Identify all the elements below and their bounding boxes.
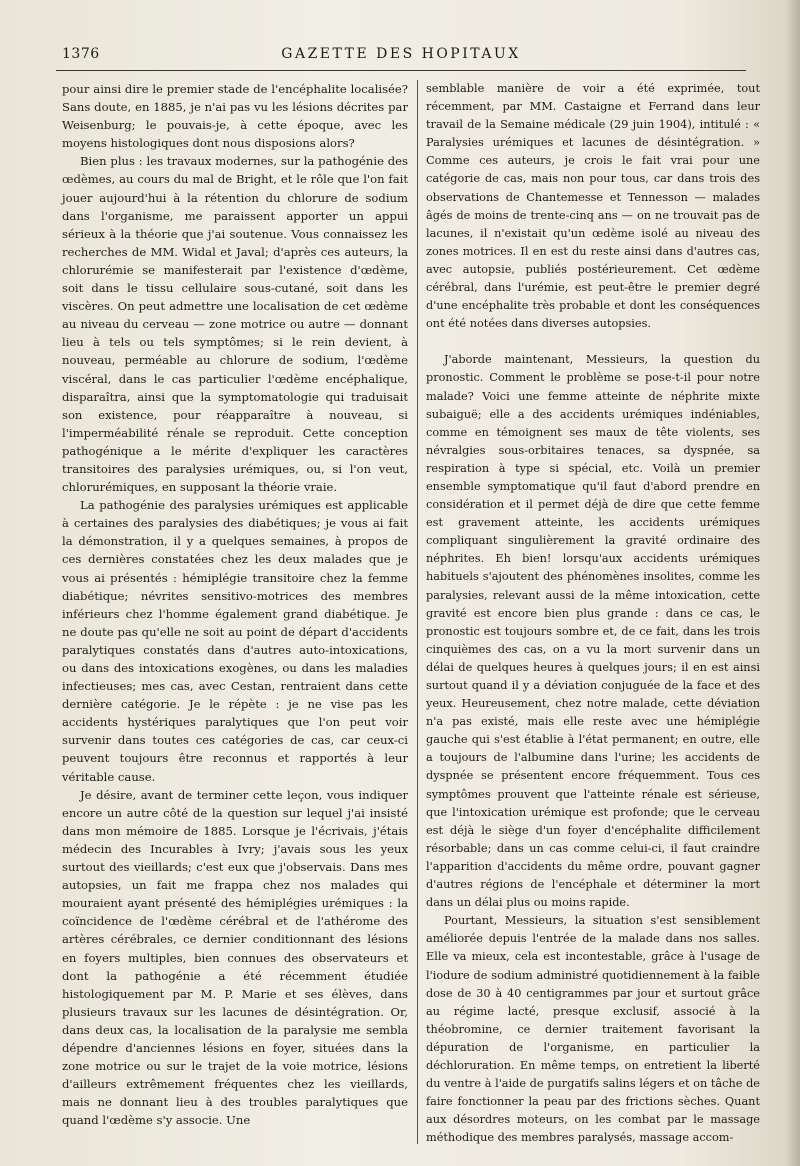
left-column (62, 80, 408, 1150)
paragraph: Je désire, avant de terminer cette leçon, vous indiquer encore un autre côté de la question sur lequel j'ai insisté dans mon mémoire de 1885. Lorsque je l'écrivais, j'étais médecin des Incurables à Ivry; j'avais sous les yeux surtout des vieillards; c'est eux que j'observais. Dans mes autopsies, un fait me frappa chez nos malades qui mouraient ayant présenté des hémiplégies urémiques : la coïncidence de l'œdème cérébral et de l'athérome des artères cérébrales, ce dernier conditionnant des lésions en foyers multiples, bien connues des observateurs et dont la pathogénie a été récemment étudiée histologiquement par M. P. Marie et ses élèves, dans plusieurs travaux sur les lacunes de désintégration. Or, dans deux cas, la localisation de la paralysie me sembla dépendre d'anciennes lésions en foyer, situées dans la zone motrice ou sur le trajet de la voie motrice, lésions d'ailleurs extrêmement fréquentes chez les vieillards, mais ne donnant lieu à des troubles paralytiques que quand l'œdème s'y associe. Une (62, 787, 408, 1128)
column-divider (417, 80, 418, 1144)
paragraph: pour ainsi dire le premier stade de l'encéphalite localisée? Sans doute, en 1885, je n'ai pas vu les lésions décrites par Weisenburg; le pouvais-je, à cette époque, avec les moyens histologiques dont nous disposions alors? (62, 82, 408, 151)
right-column (426, 80, 760, 1150)
header-rule (56, 70, 746, 71)
page-edge-shadow (786, 0, 800, 1166)
journal-title: GAZETTE DES HOPITAUX (281, 46, 521, 62)
paragraph: Bien plus : les travaux modernes, sur la pathogénie des œdèmes, au cours du mal de Bright, et le rôle que l'on fait jouer aujourd'hui à la rétention du chlorure de sodium dans l'organisme, me paraissent apporter un appui sérieux à la théorie que j'ai soutenue. Vous connaissez les recherches de MM. Widal et Javal; d'après ces auteurs, la chlorurémie se manifesterait par l'existence d'œdème, soit dans le tissu cellulaire sous-cutané, soit dans les viscères. On peut admettre une localisation de cet œdème au niveau du cerveau — zone motrice ou autre — donnant lieu à tels ou tels symptômes; si le rein devient, à nouveau, perméable au chlorure de sodium, l'œdème viscéral, dans le cas particulier l'œdème encéphalique, disparaîtra, ainsi que la symptomatologie qui traduisait son existence, pour réapparaître à nouveau, si l'imperméabilité rénale se reproduit. Cette conception pathogénique a le mérite d'expliquer les caractères transitoires des paralysies urémiques, ou, si l'on veut, chlorurémiques, en supposant la théorie vraie. (62, 154, 408, 495)
paragraph: semblable manière de voir a été exprimée, tout récemment, par MM. Castaigne et Ferrand dans leur travail de la Semaine médicale (29 juin 1904), intitulé : « Paralysies urémiques et lacunes de désintégration. » Comme ces auteurs, je crois le fait vrai pour une catégorie de cas, mais non pour tous, car dans trois des observations de Chantemesse et Tennesson — malades âgés de moins de trente-cinq ans — on ne trouvait pas de lacunes, il n'existait qu'un œdème isolé au niveau des zones motrices. Il en est du reste ainsi dans d'autres cas, avec autopsie, publiés postérieurement. Cet œdème cérébral, dans l'urémie, est peut-être le premier degré d'une encéphalite très probable et dont les conséquences ont été notées dans diverses autopsies. (426, 82, 760, 331)
paragraph: Pourtant, Messieurs, la situation s'est sensiblement améliorée depuis l'entrée de la malade dans nos salles. Elle va mieux, cela est incontestable, grâce à l'usage de l'iodure de sodium administré quotidiennement à la faible dose de 30 à 40 centigrammes par jour et surtout grâce au régime lacté, presque exclusif, associé à la théobromine, ce dernier traitement favorisant la dépuration de l'organisme, en particulier la déchloruration. En même temps, on entretient la liberté du ventre à l'aide de purgatifs salins légers et on tâche de faire fonctionner la peau par des frictions sèches. Quant aux désordres moteurs, on les combat par le massage méthodique des membres paralysés, massage accom- (426, 914, 760, 1145)
page-header (56, 44, 746, 66)
paragraph: La pathogénie des paralysies urémiques est applicable à certaines des paralysies des diabétiques; je vous ai fait la démonstration, il y a quelques semaines, à propos de ces dernières constatées chez les deux malades que je vous ai présentés : hémiplégie transitoire chez la femme diabétique; névrites sensitivo-motrices des membres inférieurs chez l'homme également grand diabétique. Je ne doute pas qu'elle ne soit au point de départ d'accidents paralytiques constatés dans d'autres auto-intoxications, ou dans des intoxications exogènes, ou dans les maladies infectieuses; mes cas, avec Cestan, rentraient dans cette dernière catégorie. Je le répète : je ne vise pas les accidents hystériques paralytiques que l'on peut voir survenir dans toutes ces catégories de cas, car ceux-ci peuvent toujours être reconnus et rapportés à leur véritable cause. (62, 498, 408, 784)
page-number: 1376 (62, 46, 100, 62)
paragraph: J'aborde maintenant, Messieurs, la question du pronostic. Comment le problème se pose-t-il pour notre malade? Voici une femme atteinte de néphrite mixte subaiguë; elle a des accidents urémiques indéniables, comme en témoignent ses maux de tête violents, ses névralgies sous-orbitaires tenaces, sa dyspnée, sa respiration à type si spécial, etc. Voilà un premier ensemble symptomatique qu'il faut d'abord prendre en considération et il permet déjà de dire que cette femme est gravement atteinte, les accidents urémiques compliquant singulièrement la gravité ordinaire des néphrites. Eh bien! lorsqu'aux accidents urémiques habituels s'ajoutent des phénomènes insolites, comme les paralysies, relevant aussi de la même intoxication, cette gravité est encore bien plus grande : dans ce cas, le pronostic est toujours sombre et, de ce fait, dans les trois cinquièmes des cas, on a vu la mort survenir dans un délai de quelques heures à quelques jours; il en est ainsi surtout quand il y a déviation conjuguée de la face et des yeux. Heureusement, chez notre malade, cette déviation n'a pas existé, mais elle reste avec une hémiplégie gauche qui s'est établie à l'état permanent; en outre, elle a toujours de l'albumine dans l'urine; les accidents de dyspnée se présentent encore fréquemment. Tous ces symptômes prouvent que l'atteinte rénale est sérieuse, que l'intoxication urémique est profonde; que le cerveau est déjà le siège d'un foyer d'encéphalite difficilement résorbable; dans un cas comme celui-ci, il faut craindre l'apparition d'accidents du même ordre, pouvant gagner d'autres régions de l'encéphale et déterminer la mort dans un délai plus ou moins rapide. (426, 353, 760, 910)
